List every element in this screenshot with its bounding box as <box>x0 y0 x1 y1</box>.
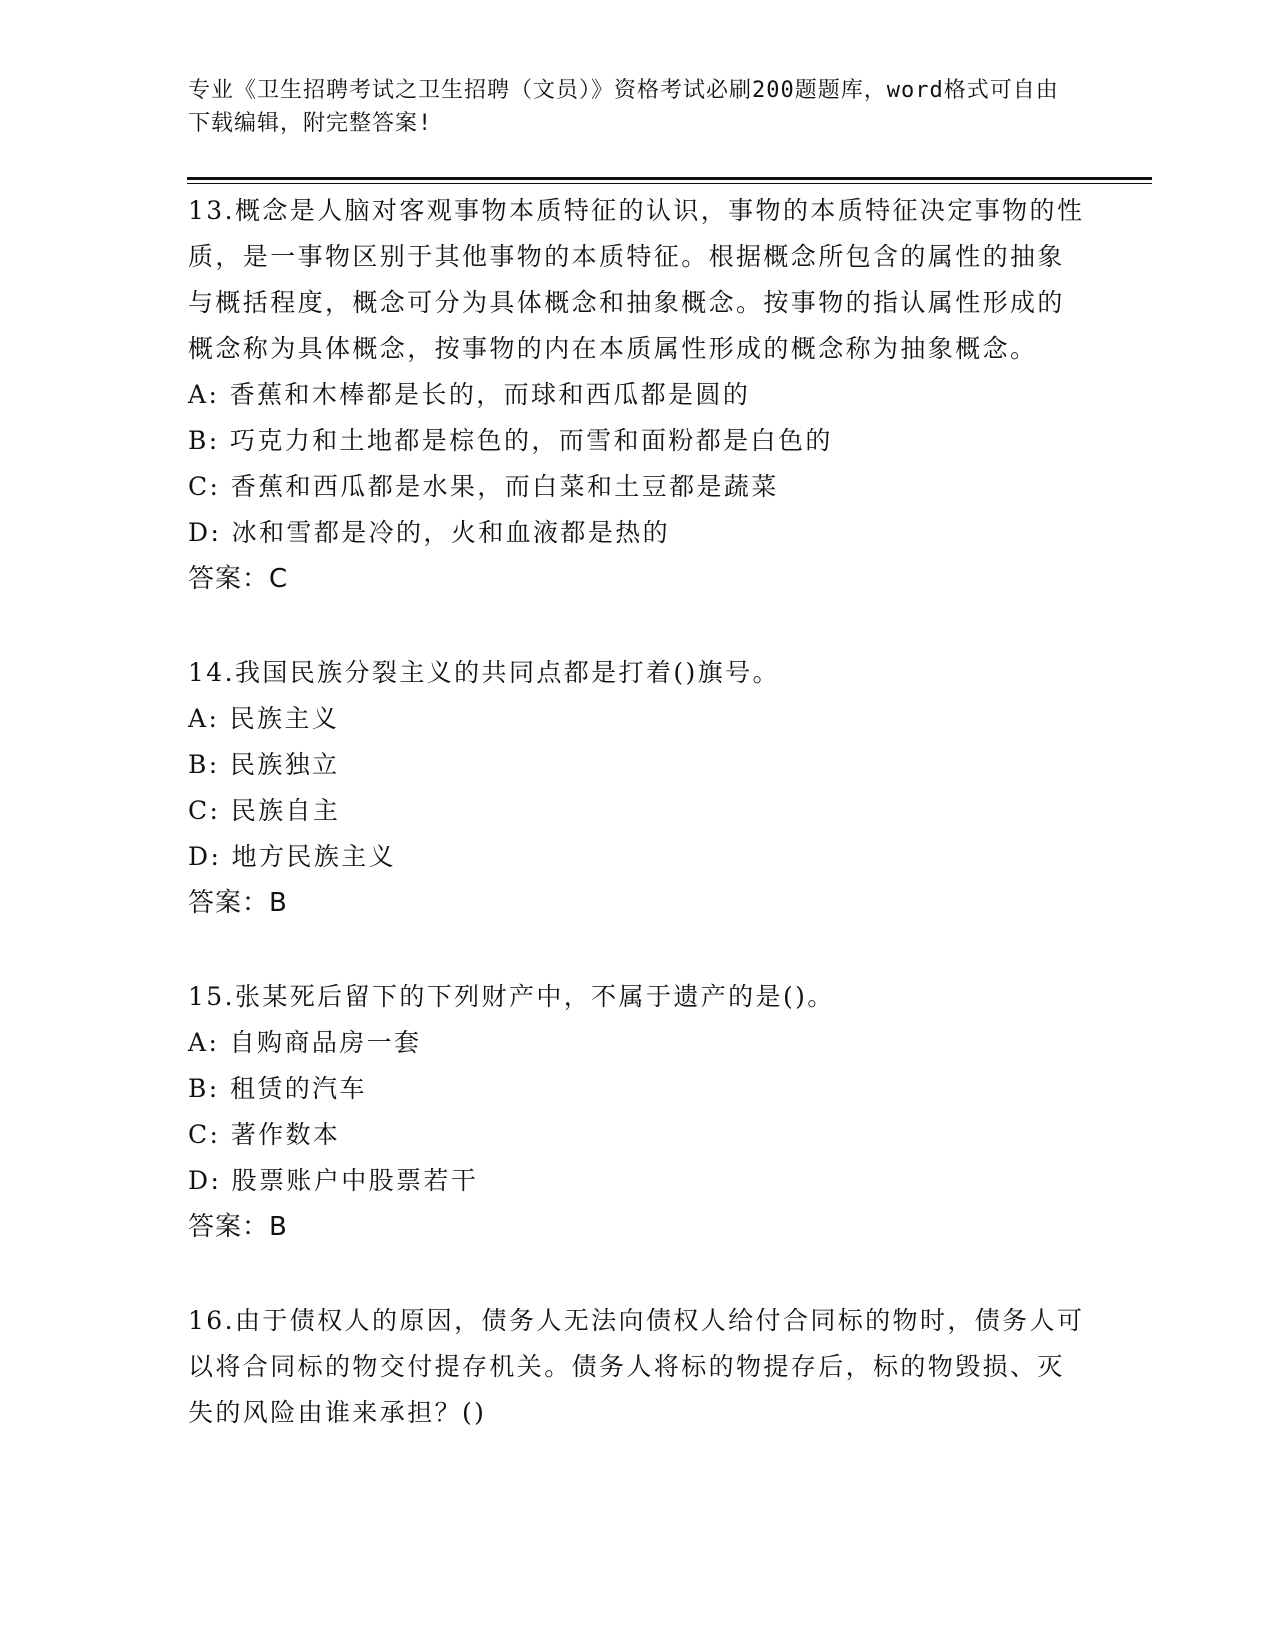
answer-line: 答案：C <box>188 564 289 594</box>
question-15 <box>188 974 1088 1250</box>
question-16 <box>188 1298 1088 1436</box>
question-stem: 14.我国民族分裂主义的共同点都是打着()旗号。 <box>188 658 780 687</box>
option-a: A: 香蕉和木棒都是长的，而球和西瓜都是圆的 <box>188 380 751 409</box>
answer-line: 答案：B <box>188 1212 288 1242</box>
option-c: C: 民族自主 <box>188 796 341 825</box>
option-d: D: 股票账户中股票若干 <box>188 1166 479 1195</box>
question-stem: 13.概念是人脑对客观事物本质特征的认识，事物的本质特征决定事物的性质，是一事物区别于其他事物的本质特征。根据概念所包含的属性的抽象与概括程度，概念可分为具体概念和抽象概念。按事物的指认属性形成的概念称为具体概念，按事物的内在本质属性形成的概念称为抽象概念。 <box>188 196 1085 363</box>
option-c: C: 香蕉和西瓜都是水果，而白菜和土豆都是蔬菜 <box>188 472 779 501</box>
option-a: A: 民族主义 <box>188 704 340 733</box>
question-stem: 15.张某死后留下的下列财产中，不属于遗产的是()。 <box>188 982 835 1011</box>
option-b: B: 民族独立 <box>188 750 340 779</box>
option-a: A: 自购商品房一套 <box>188 1028 422 1057</box>
question-list <box>188 188 1088 1484</box>
option-c: C: 著作数本 <box>188 1120 341 1149</box>
document-header: 专业《卫生招聘考试之卫生招聘（文员）》资格考试必刷200题题库，word格式可自由下载编辑，附完整答案! <box>188 78 1059 136</box>
option-d: D: 地方民族主义 <box>188 842 397 871</box>
header-divider-thick <box>187 177 1152 180</box>
question-14 <box>188 650 1088 926</box>
answer-line: 答案：B <box>188 888 288 918</box>
option-b: B: 租赁的汽车 <box>188 1074 367 1103</box>
question-stem: 16.由于债权人的原因，债务人无法向债权人给付合同标的物时，债务人可以将合同标的物交付提存机关。债务人将标的物提存后，标的物毁损、灭失的风险由谁来承担？() <box>188 1306 1085 1427</box>
header-divider-thin <box>187 183 1152 184</box>
option-d: D: 冰和雪都是冷的，火和血液都是热的 <box>188 518 671 547</box>
option-b: B: 巧克力和土地都是棕色的，而雪和面粉都是白色的 <box>188 426 833 455</box>
question-13 <box>188 188 1088 602</box>
